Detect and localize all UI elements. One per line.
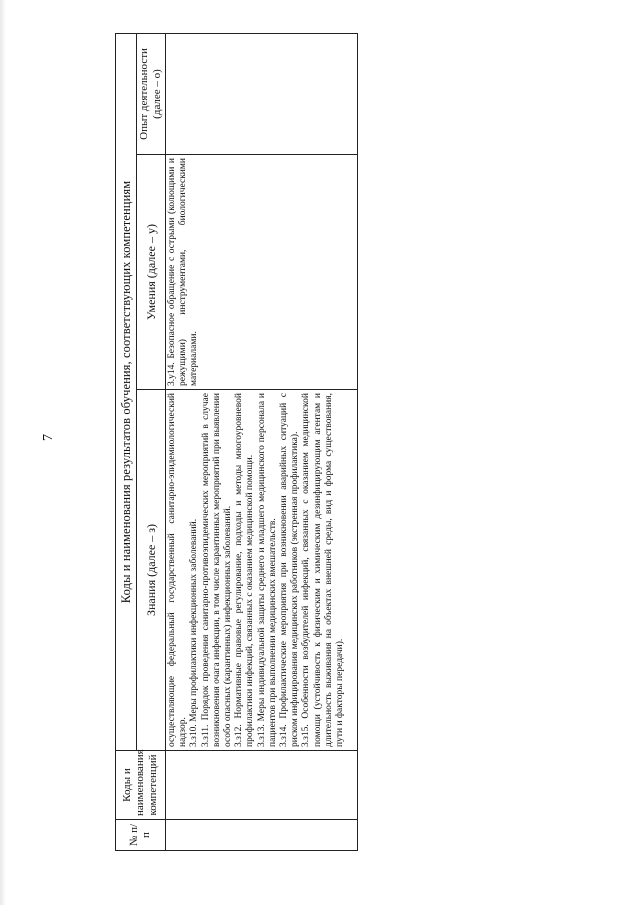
header-opyt: Опыт деятельности (далее – о) bbox=[137, 33, 166, 154]
rotated-table-wrapper bbox=[115, 34, 358, 851]
znaniya-line: 3.з15. Особенности возбудителей инфекций, связанных с оказанием медицинской помощи (устойчивость к физическим и химическим дезинфицирующим агентам и длительность выживания на объектах внешней среды, вид и форма существования, пути и факторы передачи). bbox=[301, 393, 345, 747]
znaniya-line: осуществляющие федеральный государственный санитарно-эпидемиологический надзор. bbox=[166, 393, 189, 747]
page-number: 7 bbox=[41, 434, 56, 441]
competency-table bbox=[115, 33, 358, 851]
cell-code bbox=[165, 751, 357, 820]
znaniya-line: 3.з11. Порядок проведения санитарно-противоэпидемических мероприятий в случае возникновения очага инфекции, в том числе карантинных мероприятий при выявлении особо опасных (карантинных) инфекционных заболеваний. bbox=[200, 393, 233, 747]
znaniya-line: 3.з13. Меры индивидуальной защиты среднего и младшего медицинского персонала и пациентов при выполнении медицинских вмешательств. bbox=[256, 393, 278, 747]
cell-num bbox=[165, 820, 357, 851]
header-num: № п/п bbox=[116, 820, 166, 851]
znaniya-line: 3.з12. Нормативные правовые регулирование, подходы и методы многоуровневой профилактики инфекций, связанных с оказанием медицинской помощи. bbox=[234, 393, 256, 747]
cell-znaniya bbox=[165, 390, 357, 751]
header-umeniya: Умения (далее – у) bbox=[137, 155, 166, 390]
scan-edge bbox=[0, 0, 6, 905]
cell-umeniya bbox=[165, 155, 357, 390]
header-znaniya: Знания (далее – з) bbox=[137, 390, 166, 751]
umeniya-line: 3.у14. Безопасное обращение с острыми (колющими и режущими) инструментами, биологическими материалами. bbox=[166, 158, 200, 386]
header-group: Коды и наименования результатов обучения, соответствующих компетенциям bbox=[116, 33, 137, 750]
header-code: Коды и наименования компетенций bbox=[116, 751, 166, 820]
cell-opyt bbox=[165, 33, 357, 154]
znaniya-line: 3.з14. Профилактические мероприятия при возникновении аварийных ситуаций с риском инфицирования медицинских работников (экстренная профилактика). bbox=[278, 393, 301, 747]
znaniya-line: 3.з10. Меры профилактики инфекционных заболеваний. bbox=[189, 518, 200, 747]
